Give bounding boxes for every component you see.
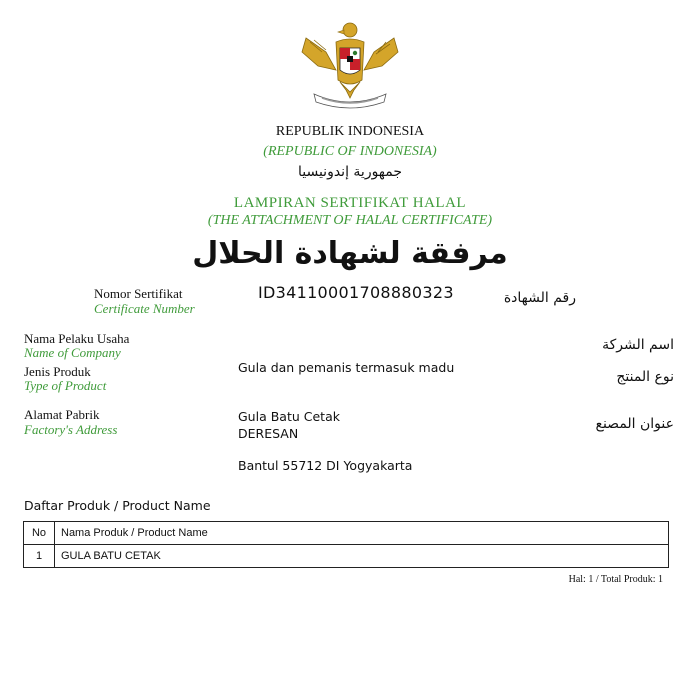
address-line-1: Gula Batu Cetak xyxy=(238,409,340,424)
product-type-label-ar: نوع المنتج xyxy=(616,369,674,385)
garuda-emblem-icon xyxy=(296,18,404,112)
company-label-en: Name of Company xyxy=(24,345,121,360)
address-label-ar: عنوان المصنع xyxy=(595,416,674,432)
table-header-row xyxy=(24,522,669,545)
column-header-no: No xyxy=(24,522,55,545)
certificate-number-label-ar: رقم الشهادة xyxy=(503,290,576,306)
company-label: Nama Pelaku Usaha xyxy=(24,331,130,346)
row-number: 1 xyxy=(24,545,55,568)
product-table xyxy=(23,521,669,568)
column-header-product-name: Nama Produk / Product Name xyxy=(55,522,669,545)
certificate-number-label-en: Certificate Number xyxy=(94,301,195,316)
company-label-ar: اسم الشركة xyxy=(602,337,674,353)
address-line-3: Bantul 55712 DI Yogyakarta xyxy=(238,458,413,473)
product-name: GULA BATU CETAK xyxy=(55,545,669,568)
table-row xyxy=(24,545,669,568)
country-name: REPUBLIK INDONESIA xyxy=(275,124,425,139)
address-label-en: Factory's Address xyxy=(24,422,118,437)
address-line-2: DERESAN xyxy=(238,426,299,441)
address-label: Alamat Pabrik xyxy=(24,407,100,422)
certificate-number-label: Nomor Sertifikat xyxy=(94,286,183,301)
certificate-number: ID34110001708880323 xyxy=(258,283,454,302)
product-list-heading: Daftar Produk / Product Name xyxy=(24,498,211,513)
page-footer: Hal: 1 / Total Produk: 1 xyxy=(568,574,663,585)
document-title-ar: مرفقة لشهادة الحلال xyxy=(192,236,508,271)
country-name-ar: جمهورية إندونيسيا xyxy=(297,164,403,180)
document-title: LAMPIRAN SERTIFIKAT HALAL xyxy=(233,195,467,211)
document-title-en: (THE ATTACHMENT OF HALAL CERTIFICATE) xyxy=(207,213,493,228)
product-type-label-en: Type of Product xyxy=(24,378,107,393)
product-type-label: Jenis Produk xyxy=(24,364,91,379)
country-name-en: (REPUBLIC OF INDONESIA) xyxy=(263,144,437,159)
product-type-value: Gula dan pemanis termasuk madu xyxy=(238,360,455,375)
